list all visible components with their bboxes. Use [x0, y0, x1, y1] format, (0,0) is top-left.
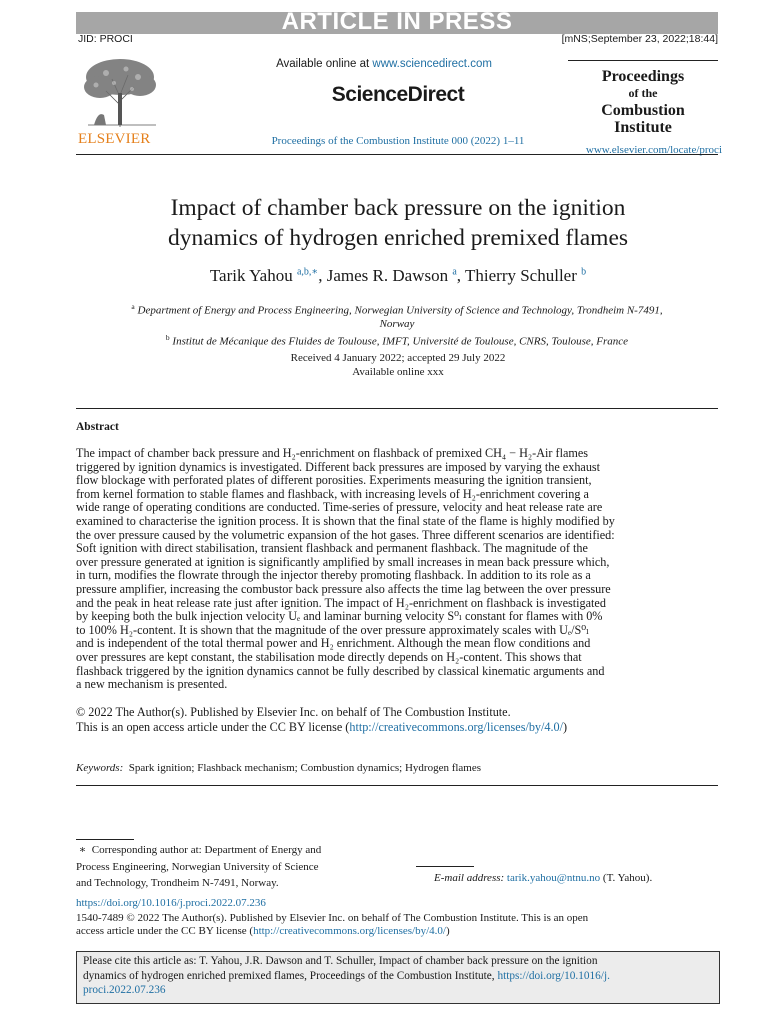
available-online-date: Available online xxx: [352, 366, 444, 378]
email-label: E-mail address:: [434, 872, 505, 884]
copyright-license-line: [76, 925, 718, 938]
license-prefix: This is an open access article under the CC BY license (: [76, 720, 350, 734]
license-prefix: access article under the CC BY license (: [76, 925, 254, 938]
journal-logo: [568, 68, 718, 136]
footnote-rule-right: [416, 866, 474, 867]
author-name: Tarik Yahou: [209, 266, 293, 285]
article-dates: [0, 351, 768, 379]
abstract-body: [76, 447, 718, 692]
journal-homepage-link[interactable]: www.elsevier.com/locate/proci: [585, 144, 722, 156]
copyright-text: 1540-7489 © 2022 The Author(s). Published by Elsevier Inc. on behalf of The Combustion Institute. This is an open: [76, 912, 589, 924]
author-affil-mark[interactable]: a: [452, 266, 457, 278]
license-suffix: ): [445, 925, 450, 938]
abstract-line: in turn, modifies the flowrate through the injector thereby promoting flashback. In addition to its role as a: [76, 568, 591, 583]
footnote-text: Corresponding author at: Department of Energy and: [91, 844, 322, 856]
sciencedirect-logo: ScienceDirect: [331, 83, 465, 106]
title-line-2: dynamics of hydrogen enriched premixed flames: [167, 225, 629, 251]
keywords: [76, 762, 718, 774]
keywords-list: Spark ignition; Flashback mechanism; Combustion dynamics; Hydrogen flames: [128, 762, 482, 774]
abstract-line: a new mechanism is presented.: [76, 677, 228, 692]
citation-box: [76, 951, 720, 1004]
abstract-line: flashback triggered by the ignition dynamics cannot be fully described by classical kinematic arguments and: [76, 663, 605, 678]
copyright-line: © 2022 The Author(s). Published by Elsevier Inc. on behalf of The Combustion Institute.: [76, 705, 511, 719]
journal-name-line-4: Institute: [614, 119, 672, 136]
citation-doi-link[interactable]: https://doi.org/10.1016/j.: [497, 969, 610, 982]
footnote-rule: [76, 839, 134, 840]
citation-doi-link-cont[interactable]: proci.2022.07.236: [83, 984, 166, 997]
abstract-line: and the peak in heat release rate just after ignition. The impact of H₂-enrichment on flashback is investigated: [76, 595, 606, 610]
abstract-line: over pressure generated at ignition is significantly amplified by small increases in mean back pressure which,: [76, 554, 610, 569]
abstract-line: over pressures are kept constant, the stabilisation mode directly depends on H₂-content. This shows that: [76, 649, 582, 664]
footnote-mark: ∗: [78, 844, 87, 856]
license-suffix: ): [563, 720, 568, 734]
author-email-link[interactable]: tarik.yahou@ntnu.no: [506, 872, 601, 884]
footnote-text: and Technology, Trondheim N-7491, Norway.: [76, 877, 279, 889]
author-list: Tarik Yahou $^{a,b,∗}$, James R. Dawson $^a$, Thierry Schuller $^b$: [209, 266, 587, 285]
header-divider: [76, 154, 718, 155]
sciencedirect-link[interactable]: www.sciencedirect.com: [372, 58, 492, 70]
affiliation-b: [76, 331, 718, 349]
received-accepted: Received 4 January 2022; accepted 29 July 2022: [290, 352, 506, 364]
author-name: James R. Dawson: [326, 266, 449, 285]
title-line-1: Impact of chamber back pressure on the ignition: [170, 195, 626, 221]
footnote-text: Process Engineering, Norwegian University of Science: [76, 860, 319, 873]
email-note: [434, 872, 718, 884]
abstract-line: Soft ignition with direct stabilisation, transient flashback and permanent flashback. The magnitude of the: [76, 541, 588, 556]
author-name: Thierry Schuller: [465, 266, 577, 285]
article-title: [60, 193, 736, 253]
abstract-line: examined to characterise the ignition process. It is shown that the final state of the flame is highly modified by: [76, 513, 615, 528]
affiliation-text: Institut de Mécanique des Fluides de Toulouse, IMFT, Université de Toulouse, CNRS, Toulouse, France: [172, 335, 629, 348]
journal-name-line-1: Proceedings: [601, 68, 685, 85]
footnote-line: [76, 842, 386, 859]
abstract-line: pressure amplifier, increasing the combustor back pressure also affects the time lag between the over pressure: [76, 581, 611, 596]
journal-logo-rule: [568, 60, 718, 61]
journal-citation-line: Proceedings of the Combustion Institute 000 (2022) 1–11: [271, 135, 525, 147]
abstract-line: and is independent of the total thermal power and H₂ enrichment. Although the mean flow conditions and: [76, 636, 591, 651]
abstract-line: wide range of operating conditions are conducted. Time-series of pressure, velocity and heat release rate are: [76, 500, 603, 515]
abstract-heading: Abstract: [76, 421, 119, 433]
abstract-line: by keeping both the bulk injection velocity Uₑ and laminar burning velocity S⁰ₗ constant for flames with 0%: [76, 609, 603, 624]
author-affil-mark[interactable]: a,b,∗: [296, 266, 319, 278]
journal-name-line-3: Combustion: [601, 102, 685, 119]
journal-name-line-2: of the: [628, 86, 658, 100]
author-affil-mark[interactable]: b: [581, 266, 587, 278]
affiliation-text: Norway: [379, 317, 415, 330]
keywords-label: Keywords:: [76, 762, 124, 774]
corresponding-author-note: [76, 842, 386, 892]
elsevier-wordmark: ELSEVIER: [78, 131, 151, 147]
abstract-line: The impact of chamber back pressure and H₂-enrichment on flashback of premixed CH₄ − H₂-Air flames: [76, 446, 589, 460]
doi-link[interactable]: https://doi.org/10.1016/j.proci.2022.07.236: [76, 897, 266, 909]
abstract-divider: [76, 408, 718, 409]
affiliation-a: [76, 300, 718, 331]
citation-line: Please cite this article as: T. Yahou, J.R. Dawson and T. Schuller, Impact of chamber back pressure on the ignition: [83, 955, 598, 967]
keywords-divider: [76, 785, 718, 786]
affiliation-mark: a: [131, 302, 135, 311]
email-suffix: (T. Yahou).: [602, 872, 653, 884]
article-in-press-banner: [76, 8, 718, 35]
issn-copyright: [76, 912, 718, 939]
affiliation-mark: b: [165, 332, 170, 342]
journal-id: JID: PROCI: [78, 33, 133, 45]
citation-text: dynamics of hydrogen enriched premixed flames, Proceedings of the Combustion Institute,: [83, 969, 495, 982]
banner-text: ARTICLE IN PRESS: [281, 8, 513, 35]
abstract-line: the over pressure caused by the volumetric expansion of the hot gases. Three different scenarios are identified:: [76, 527, 615, 542]
available-prefix: Available online at: [276, 58, 370, 70]
cc-license-link[interactable]: http://creativecommons.org/licenses/by/4.0/: [349, 720, 564, 734]
abstract-line: to 100% H₂-content. It is shown that the magnitude of the over pressure approximately scales with Uₑ/S⁰ₗ: [76, 622, 590, 637]
abstract-license: [76, 705, 718, 735]
affiliations: [76, 300, 718, 348]
license-line: [76, 720, 718, 735]
abstract-line: flow blockage with perforated plates of different porosities. Experiments measuring the ignition transient,: [76, 473, 592, 488]
citation-line: [83, 983, 713, 998]
timestamp: [mNS;September 23, 2022;18:44]: [561, 33, 718, 45]
affiliation-text: Department of Energy and Process Engineering, Norwegian University of Science and Technology, Trondheim N-7491,: [137, 304, 663, 317]
abstract-line: triggered by ignition dynamics is investigated. Different back pressures are imposed by varying the exhaust: [76, 459, 601, 474]
citation-line: [83, 969, 713, 984]
cc-license-link-footer[interactable]: http://creativecommons.org/licenses/by/4.0/: [253, 925, 446, 938]
abstract-line: from kernel formation to stable flames and flashback, with increasing levels of H₂-enrichment covering a: [76, 486, 589, 501]
